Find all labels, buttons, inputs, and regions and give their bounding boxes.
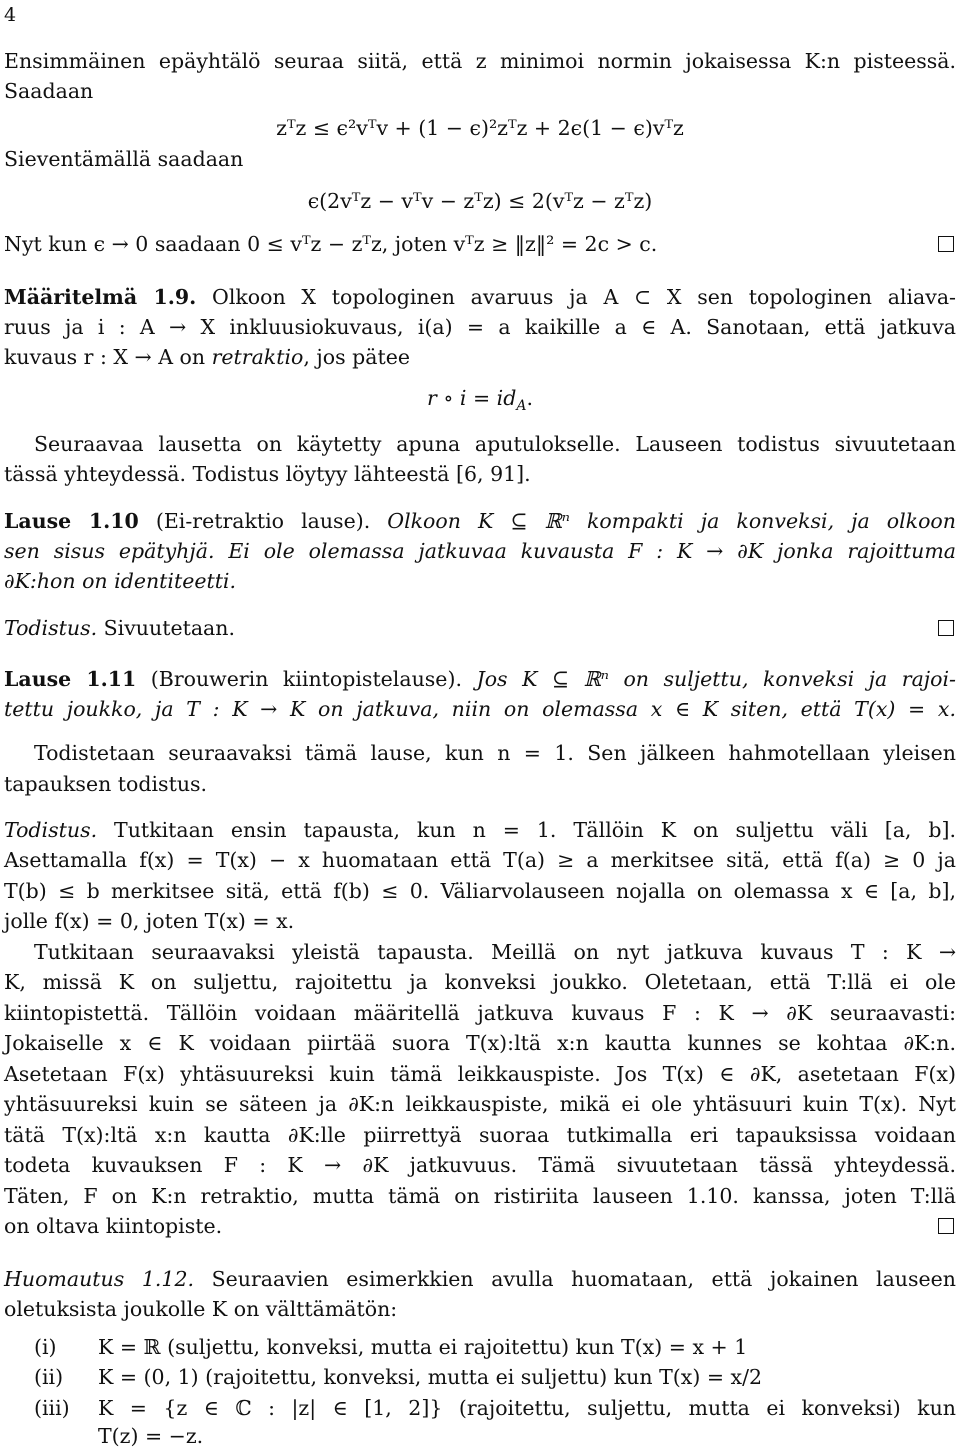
proof-line: kiintopistettä. Tällöin voidaan määritellä jatkuva kuvaus F : K → ∂K seuraavasti:	[4, 1001, 956, 1025]
equation: zᵀz ≤ ϵ²vᵀv + (1 − ϵ)²zᵀz + 2ϵ(1 − ϵ)vᵀz	[276, 116, 684, 140]
proof-line: Jokaiselle x ∈ K voidaan piirtää suora T(x):ltä x:n kautta kunnes se kohtaa ∂K:n.	[4, 1031, 956, 1055]
proof-line: jolle f(x) = 0, joten T(x) = x.	[4, 909, 295, 933]
proof-line: Tutkitaan seuraavaksi yleistä tapausta. Meillä on nyt jatkuva kuvaus T : K →	[34, 940, 956, 964]
proof-text: Tutkitaan ensin tapausta, kun n = 1. Tällöin K on suljettu väli [a, b].	[97, 818, 956, 842]
page-number: 4	[4, 4, 17, 26]
proof-line	[4, 815, 956, 845]
equation-subscript: A	[516, 398, 527, 414]
list-item: K = {z ∈ ℂ : |z| ∈ [1, 2]} (rajoitettu, suljettu, mutta ei konveksi) kun	[98, 1396, 956, 1420]
text-line: Saadaan	[4, 79, 94, 103]
text-line: Todistetaan seuraavaksi tämä lause, kun n = 1. Sen jälkeen hahmotellaan yleisen	[34, 741, 956, 765]
theorem-heading: Lause 1.11	[4, 667, 137, 691]
proof-line: Asetetaan F(x) yhtäsuureksi kuin tämä leikkauspiste. Jos T(x) ∈ ∂K, asetetaan F(x)	[4, 1062, 956, 1086]
list-item-label: (ii)	[34, 1365, 64, 1389]
definition-line	[4, 282, 956, 312]
equation: ϵ(2vᵀz − vᵀv − zᵀz) ≤ 2(vᵀz − zᵀz)	[307, 189, 653, 213]
qed-box	[938, 236, 954, 252]
remark-text: Seuraavien esimerkkien avulla huomataan, että jokainen lauseen	[194, 1267, 956, 1291]
list-item: K = ℝ (suljettu, konveksi, mutta ei rajoitettu) kun T(x) = x + 1	[98, 1335, 748, 1359]
theorem-line	[4, 664, 956, 694]
text-line: Sieventämällä saadaan	[4, 147, 244, 171]
definition-heading: Määritelmä 1.9.	[4, 285, 197, 309]
equation-body: r ∘ i = id	[427, 386, 517, 410]
theorem-line: tettu joukko, ja T : K → K on jatkuva, niin on olemassa x ∈ K siten, että T(x) = x.	[4, 697, 956, 721]
proof-line: yhtäsuureksi kuin se säteen ja ∂K:n leikkauspiste, mikä ei ole yhtäsuuri kuin T(x). Nyt	[4, 1092, 956, 1116]
proof-line: tätä T(x):ltä x:n kautta ∂K:lle piirrettyä suoraa tutkimalla eri tapauksissa voidaan	[4, 1123, 956, 1147]
remark-line: oletuksista joukolle K on välttämätön:	[4, 1297, 398, 1321]
theorem-heading: Lause 1.10	[4, 509, 139, 533]
remark-line	[4, 1264, 956, 1294]
list-item-continued: T(z) = −z.	[98, 1424, 204, 1448]
definition-line	[4, 342, 410, 372]
proof-line: Täten, F on K:n retraktio, mutta tämä on ristiriita lauseen 1.10. kanssa, joten T:llä	[4, 1184, 956, 1208]
definition-line: ruus ja i : A → X inkluusiokuvaus, i(a) = a kaikille a ∈ A. Sanotaan, että jatkuva	[4, 315, 956, 339]
proof-line: K, missä K on suljettu, rajoitettu ja konveksi joukko. Oletetaan, että T:llä ei ole	[4, 970, 956, 994]
remark-heading: Huomautus 1.12.	[4, 1267, 195, 1291]
equation-end: .	[526, 386, 533, 410]
theorem-line: ∂K:hon on identiteetti.	[4, 569, 237, 593]
text-line: Seuraavaa lausetta on käytetty apuna aputulokselle. Lauseen todistus sivuutetaan	[34, 432, 956, 456]
proof-line: todeta kuvauksen F : K → ∂K jatkuvuus. Tämä sivuutetaan tässä yhteydessä.	[4, 1153, 956, 1177]
proof-heading: Todistus.	[4, 818, 98, 842]
text-line: tapauksen todistus.	[4, 772, 208, 796]
qed-box	[938, 1218, 954, 1234]
theorem-line	[4, 506, 956, 536]
proof-text: Sivuutetaan.	[97, 616, 235, 640]
qed-box	[938, 620, 954, 636]
proof-line: Asettamalla f(x) = T(x) − x huomataan että T(a) ≥ a merkitsee sitä, että f(a) ≥ 0 ja	[4, 848, 956, 872]
text-line: Ensimmäinen epäyhtälö seuraa siitä, että z minimoi normin jokaisessa K:n pisteessä.	[4, 49, 956, 73]
theorem-line: sen sisus epätyhjä. Ei ole olemassa jatkuvaa kuvausta F : K → ∂K jonka rajoittuma	[4, 539, 956, 563]
list-item: K = (0, 1) (rajoitettu, konveksi, mutta ei suljettu) kun T(x) = x/2	[98, 1365, 763, 1389]
defined-term: retraktio	[211, 345, 304, 369]
proof-line: on oltava kiintopiste.	[4, 1214, 223, 1238]
theorem-name: (Ei-retraktio lause).	[138, 509, 371, 533]
proof-line	[4, 613, 235, 643]
text-line: Nyt kun ϵ → 0 saadaan 0 ≤ vᵀz − zᵀz, joten vᵀz ≥ ‖z‖² = 2c > c.	[4, 232, 658, 256]
definition-text: Olkoon X topologinen avaruus ja A ⊂ X sen topologinen aliava-	[212, 285, 956, 309]
list-item-label: (i)	[34, 1335, 57, 1359]
text-line: tässä yhteydessä. Todistus löytyy lähteestä [6, 91].	[4, 462, 531, 486]
theorem-text: Jos K ⊆ ℝⁿ on suljettu, konveksi ja rajoi-	[461, 667, 956, 691]
definition-text: , jos pätee	[303, 345, 410, 369]
equation	[0, 383, 960, 413]
theorem-text: Olkoon K ⊆ ℝⁿ kompakti ja konveksi, ja olkoon	[370, 509, 956, 533]
theorem-name: (Brouwerin kiintopistelause).	[136, 667, 462, 691]
proof-heading: Todistus.	[4, 616, 98, 640]
list-item-label: (iii)	[34, 1396, 70, 1420]
definition-text: kuvaus r : X → A on	[4, 345, 212, 369]
proof-line: T(b) ≤ b merkitsee sitä, että f(b) ≤ 0. Väliarvolauseen nojalla on olemassa x ∈ [a, b],	[4, 879, 956, 903]
